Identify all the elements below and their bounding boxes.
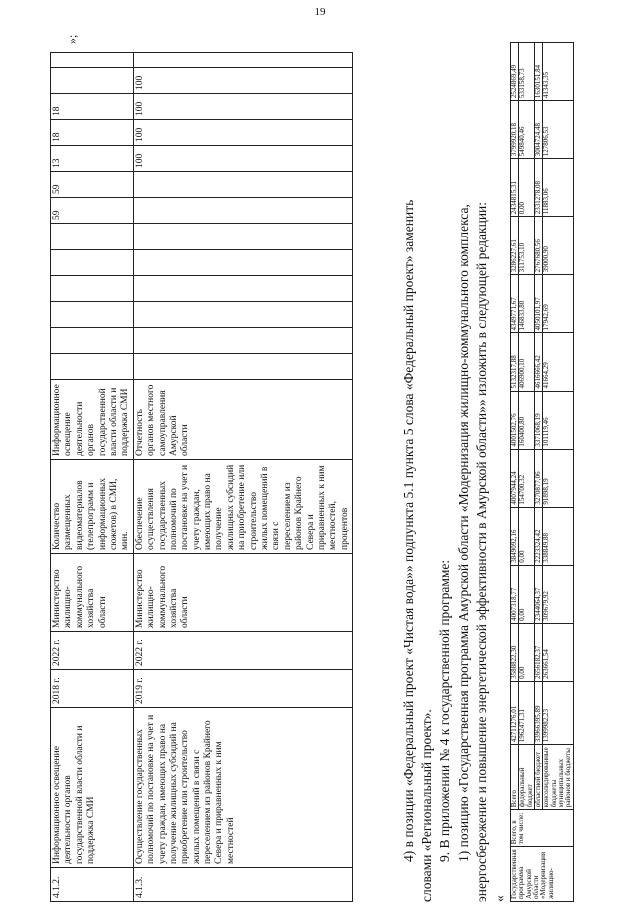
finance-value: 0,00 (519, 159, 535, 217)
paragraph-1: 1) позицию «Государственная программа Амурской области «Модернизация жилищно-коммунального комплекса, (455, 204, 471, 862)
value-cell: 100 (133, 146, 352, 172)
finance-value: 3270877,06 (535, 449, 543, 507)
end-year: 2022 г. (51, 632, 134, 670)
rotated-page-content (40, 22, 600, 902)
finance-value: 0,00 (519, 623, 535, 681)
finance-value: 41664,29 (543, 333, 573, 391)
finance-value: 17942,69 (543, 275, 573, 333)
paragraph-4-cont: словами «Региональный проект». (419, 709, 435, 902)
finance-value: 101119,46 (543, 391, 573, 449)
finance-value: 2344064,37 (535, 565, 543, 623)
finance-value: 4616666,42 (535, 333, 543, 391)
linked-indicator: Отчетность органов местного самоуправления Амурской области (133, 380, 352, 460)
finance-value: 160400,80 (519, 391, 535, 449)
value-cell: 59 (51, 198, 134, 224)
end-year: 2022 г. (133, 632, 352, 670)
value-cell: 18 (51, 120, 134, 146)
row-number: 4.1.2. (51, 868, 134, 902)
finance-value: 2524869,49 (511, 43, 519, 101)
finance-value: 146833,80 (519, 275, 535, 333)
finance-value: 533158,73 (519, 43, 535, 101)
finance-value: 154700,32 (519, 449, 535, 507)
linked-indicator: Информационное освещение деятельности органов государственной власти области и поддержка СМИ (51, 380, 134, 460)
source-label: областной бюджет (535, 745, 543, 810)
finance-value: 263661,54 (543, 623, 573, 681)
finance-value: 39000,90 (543, 217, 573, 275)
finance-value: 2767680,56 (535, 217, 543, 275)
source-label: федеральный бюджет (519, 745, 535, 810)
value-cell: 59 (51, 172, 134, 198)
value-cell: 100 (133, 120, 352, 146)
indicator: Обеспечение осуществления государственных полномочий по постановке на учет и учету граждан, имеющих право на получение жилищных субсидий на приобретение или строительство жилых помещений в связи с переселением из районов Крайнего Севера и приравненных к ним местностей, процентов (133, 460, 352, 554)
finance-value: 91898,19 (543, 449, 573, 507)
finance-value: 1630151,84 (535, 43, 543, 101)
paragraph-4: 4) в позиции «Федеральный проект «Чистая вода»» подпункта 5.1 пункта 5 слова «Федеральный проект» заменить (401, 199, 416, 862)
indicator: Количество размещенных видеоматериалов (телепрограмм и информационных сюжетов) в СМИ, мин. (51, 460, 134, 554)
source-label: консолидированные бюджеты муниципальных районов и бюджеты (543, 745, 573, 810)
finance-value: 127806,53 (543, 101, 573, 159)
finance-value: 3799920,18 (511, 101, 519, 159)
body-text (400, 22, 509, 902)
finance-value: 1399982,23 (543, 681, 573, 744)
finance-table (510, 42, 574, 902)
start-year: 2019 г. (133, 670, 352, 708)
value-cell: 13 (51, 146, 134, 172)
finance-value: 406900,10 (519, 333, 535, 391)
finance-value: 42711276,01 (511, 681, 519, 744)
executor: Министерство жилищно-коммунального хозяйства области (133, 554, 352, 632)
finance-value: 3286227,61 (511, 217, 519, 275)
start-year: 2018 г. (51, 670, 134, 708)
finance-value: 1962471,31 (519, 681, 535, 744)
opening-quote: « (492, 895, 508, 902)
row-number: 4.1.3. (133, 868, 352, 902)
finance-value: 309679,92 (543, 565, 573, 623)
finance-value: 3371068,19 (535, 391, 543, 449)
finance-value: 4349771,67 (511, 275, 519, 333)
value-cell: 100 (133, 94, 352, 120)
value-cell: 18 (51, 94, 134, 120)
finance-value: 0,00 (519, 507, 535, 565)
table-row (519, 43, 535, 902)
finance-value: 41343,35 (543, 43, 573, 101)
table-row (133, 53, 352, 902)
finance-value: 3004724,48 (535, 101, 543, 159)
finance-value: 549840,46 (519, 101, 535, 159)
finance-value: 11883,06 (543, 159, 573, 217)
finance-value: 2331278,08 (535, 159, 543, 217)
finance-value: 2223324,42 (535, 507, 543, 565)
finance-value: 3849092,16 (511, 507, 519, 565)
finance-value: 311753,10 (519, 217, 535, 275)
page-number: 19 (314, 6, 326, 18)
table-row (51, 53, 134, 902)
paragraph-9: 9. В приложении № 4 к государственной программе: (437, 559, 453, 862)
source-label: Всего (511, 745, 519, 810)
finance-value: 33966395,89 (535, 681, 543, 744)
measure-name: Осуществление государственных полномочий по постановке на учет и учету граждан, имеющих право на получение жилищных субсидий на приобретение или строительство жилых помещений в связи с переселением из районов Крайнего Севера и приравненных к ним местностей (133, 708, 352, 868)
program-name-cell: Государственная программа Амурской области «Модернизация жилищно- (511, 847, 574, 902)
table-row (543, 43, 573, 902)
executor: Министерство жилищно-коммунального хозяйства области (51, 554, 134, 632)
finance-value: 338849,88 (543, 507, 573, 565)
measures-table (50, 52, 353, 902)
closing-quote: »; (65, 34, 79, 44)
finance-value: 4001502,76 (511, 391, 519, 449)
finance-value: 2434815,31 (511, 159, 519, 217)
finance-value: 2656182,37 (535, 623, 543, 681)
finance-value: 3588822,30 (511, 623, 519, 681)
finance-value: 4050101,97 (535, 275, 543, 333)
total-label-cell: Всего, в том числе: (511, 810, 574, 847)
finance-value: 4007944,24 (511, 449, 519, 507)
value-cell: 100 (133, 68, 352, 94)
finance-value: 0,00 (519, 565, 535, 623)
finance-value: 5132317,88 (511, 333, 519, 391)
finance-value: 4007318,77 (511, 565, 519, 623)
measure-name: Информационное освещение деятельности органов государственной власти области и поддержка СМИ (51, 708, 134, 868)
paragraph-1-cont: энергосбережение и повышение энергетической эффективности в Амурской области»» изложить в следующей редакции: (473, 201, 489, 902)
